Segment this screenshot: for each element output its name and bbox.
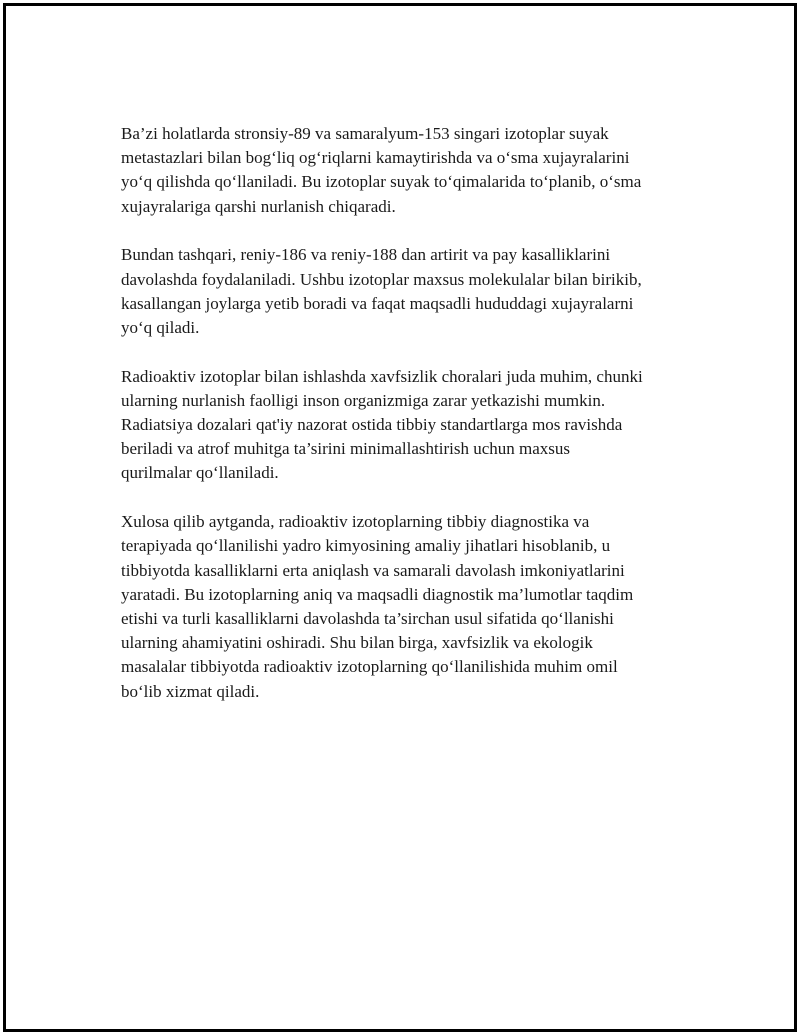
document-body bbox=[121, 122, 691, 728]
paragraph-4: Xulosa qilib aytganda, radioaktiv izotoplarning tibbiy diagnostika va terapiyada qo‘llanilishi yadro kimyosining amaliy jihatlari hisoblanib, u tibbiyotda kasalliklarni erta aniqlash va samarali davolash imkoniyatlarini yaratadi. Bu izotoplarning aniq va maqsadli diagnostik ma’lumotlar taqdim etishi va turli kasalliklarni davolashda ta’sirchan usul sifatida qo‘llanishi ularning ahamiyatini oshiradi. Shu bilan birga, xavfsizlik va ekologik masalalar tibbiyotda radioaktiv izotoplarning qo‘llanilishida muhim omil bo‘lib xizmat qiladi. bbox=[121, 512, 634, 701]
page-frame bbox=[3, 3, 797, 1032]
paragraph-1: Ba’zi holatlarda stronsiy-89 va samaralyum-153 singari izotoplar suyak metastazlari bilan bog‘liq og‘riqlarni kamaytirishda va o‘sma xujayralarini yo‘q qilishda qo‘llaniladi. Bu izotoplar suyak to‘qimalarida to‘planib, o‘sma xujayralariga qarshi nurlanish chiqaradi. bbox=[121, 124, 642, 216]
paragraph-2: Bundan tashqari, reniy-186 va reniy-188 dan artirit va pay kasalliklarini davolashda foydalaniladi. Ushbu izotoplar maxsus molekulalar bilan birikib, kasallangan joylarga yetib boradi va faqat maqsadli hududdagi xujayralarni yo‘q qiladi. bbox=[121, 245, 642, 337]
paragraph-3: Radioaktiv izotoplar bilan ishlashda xavfsizlik choralari juda muhim, chunki ularning nurlanish faolligi inson organizmiga zarar yetkazishi mumkin. Radiatsiya dozalari qat'iy nazorat ostida tibbiy standartlarga mos ravishda beriladi va atrof muhitga ta’sirini minimallashtirish uchun maxsus qurilmalar qo‘llaniladi. bbox=[121, 366, 643, 483]
